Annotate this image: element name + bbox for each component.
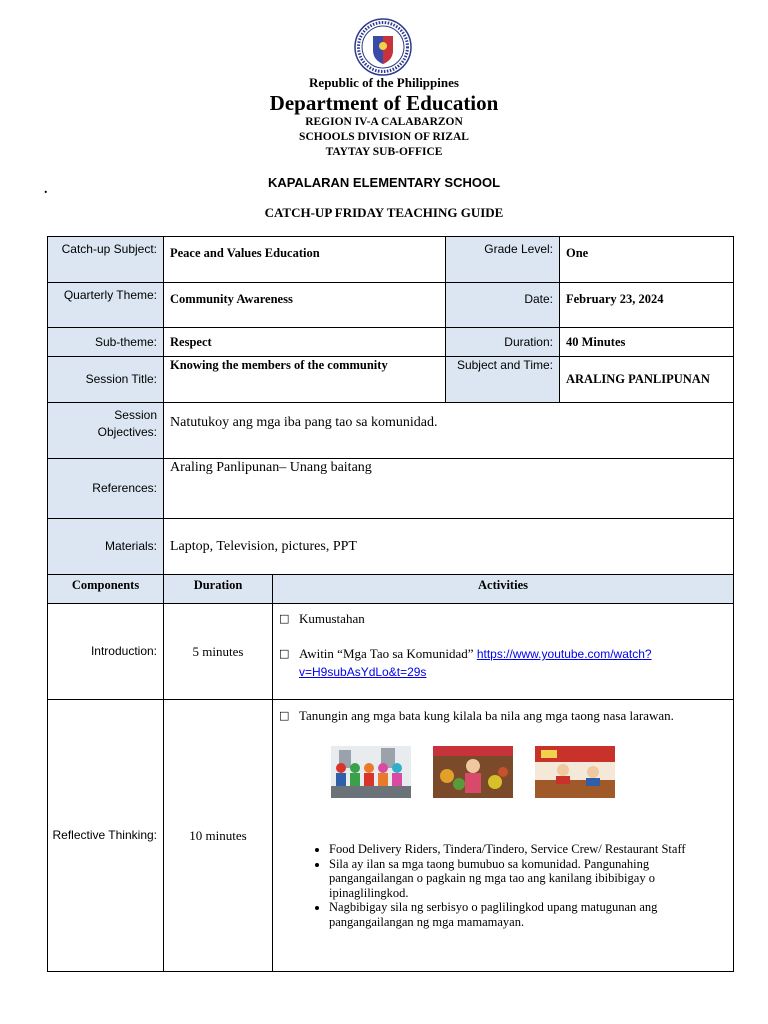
vendor-picture <box>433 746 513 798</box>
region-block <box>0 115 768 160</box>
youtube-link[interactable]: https://www.youtube.com/watch? v=H9subAsYdLo&t=29s <box>299 647 652 679</box>
stray-dot: . <box>44 182 48 197</box>
table-row <box>48 237 734 283</box>
table-row <box>48 283 734 328</box>
reflective-label: Reflective Thinking: <box>48 700 164 972</box>
teaching-guide-table <box>47 236 734 972</box>
subtheme-label: Sub-theme: <box>48 328 164 357</box>
objectives-label: Session Objectives: <box>48 403 164 459</box>
theme-value: Community Awareness <box>164 283 446 328</box>
list-item: • Food Delivery Riders, Tindera/Tindero, Service Crew/ Restaurant Staff <box>329 842 725 857</box>
list-item <box>279 706 725 726</box>
date-value: February 23, 2024 <box>560 283 734 328</box>
subject-value: Peace and Values Education <box>164 237 446 283</box>
song-activity <box>299 645 652 681</box>
duration-header: Duration <box>164 575 273 604</box>
table-header-row <box>48 575 734 604</box>
activities-header: Activities <box>273 575 734 604</box>
list-item <box>279 645 725 681</box>
materials-value: Laptop, Television, pictures, PPT <box>164 519 734 575</box>
list-item <box>279 610 725 627</box>
objectives-value: Natutukoy ang mga iba pang tao sa komunidad. <box>164 403 734 459</box>
list-item: • Sila ay ilan sa mga taong bumubuo sa komunidad. Pangunahing pangangailangan o pagkain ng mga tao ang kanilang ibibibigay o ipinaglilingkod. <box>329 857 725 901</box>
department-heading: Department of Education <box>269 91 499 115</box>
song-text: Awitin “Mga Tao sa Komunidad” <box>299 646 474 661</box>
deped-seal-icon <box>354 18 412 76</box>
pictures-row <box>331 746 725 798</box>
table-row <box>48 403 734 459</box>
reflective-bullet-list <box>279 842 725 929</box>
introduction-label: Introduction: <box>48 604 164 700</box>
sub-office-line: TAYTAY SUB-OFFICE <box>325 146 443 158</box>
introduction-row <box>48 604 734 700</box>
school-name: KAPALARAN ELEMENTARY SCHOOL <box>267 175 501 190</box>
date-label: Date: <box>446 283 560 328</box>
subject-time-value: ARALING PANLIPUNAN <box>560 357 734 403</box>
table-row <box>48 357 734 403</box>
components-header: Components <box>48 575 164 604</box>
republic-heading: Republic of the Philippines <box>309 75 459 90</box>
subject-label: Catch-up Subject: <box>48 237 164 283</box>
subject-time-label: Subject and Time: <box>446 357 560 403</box>
duration-label: Duration: <box>446 328 560 357</box>
references-value: Araling Panlipunan– Unang baitang <box>164 459 734 519</box>
guide-title: CATCH-UP FRIDAY TEACHING GUIDE <box>264 205 504 220</box>
materials-label: Materials: <box>48 519 164 575</box>
kumustahan-text: Kumustahan <box>299 611 365 626</box>
table-row <box>48 459 734 519</box>
region-line: REGION IV-A CALABARZON <box>305 116 463 128</box>
subtheme-value: Respect <box>164 328 446 357</box>
delivery-riders-picture <box>331 746 411 798</box>
reflective-duration: 10 minutes <box>164 700 273 972</box>
checkbox-glyph-icon: □ <box>279 709 290 722</box>
division-line: SCHOOLS DIVISION OF RIZAL <box>299 131 469 143</box>
table-row <box>48 328 734 357</box>
introduction-duration: 5 minutes <box>164 604 273 700</box>
question-text: Tanungin ang mga bata kung kilala ba nila ang mga taong nasa larawan. <box>299 708 674 723</box>
list-item: • Nagbibigay sila ng serbisyo o paglilingkod upang matugunan ang pangangailangan ng mga mamamayan. <box>329 900 725 929</box>
theme-label: Quarterly Theme: <box>48 283 164 328</box>
introduction-activities <box>273 604 734 700</box>
checkbox-glyph-icon: □ <box>279 647 290 660</box>
references-label: References: <box>48 459 164 519</box>
grade-value: One <box>560 237 734 283</box>
reflective-activities <box>273 700 734 972</box>
duration-value: 40 Minutes <box>560 328 734 357</box>
session-title-value: Knowing the members of the community <box>164 357 446 403</box>
reflective-row <box>48 700 734 972</box>
table-row <box>48 519 734 575</box>
grade-label: Grade Level: <box>446 237 560 283</box>
checkbox-glyph-icon: □ <box>279 612 290 625</box>
session-title-label: Session Title: <box>48 357 164 403</box>
service-crew-picture <box>535 746 615 798</box>
